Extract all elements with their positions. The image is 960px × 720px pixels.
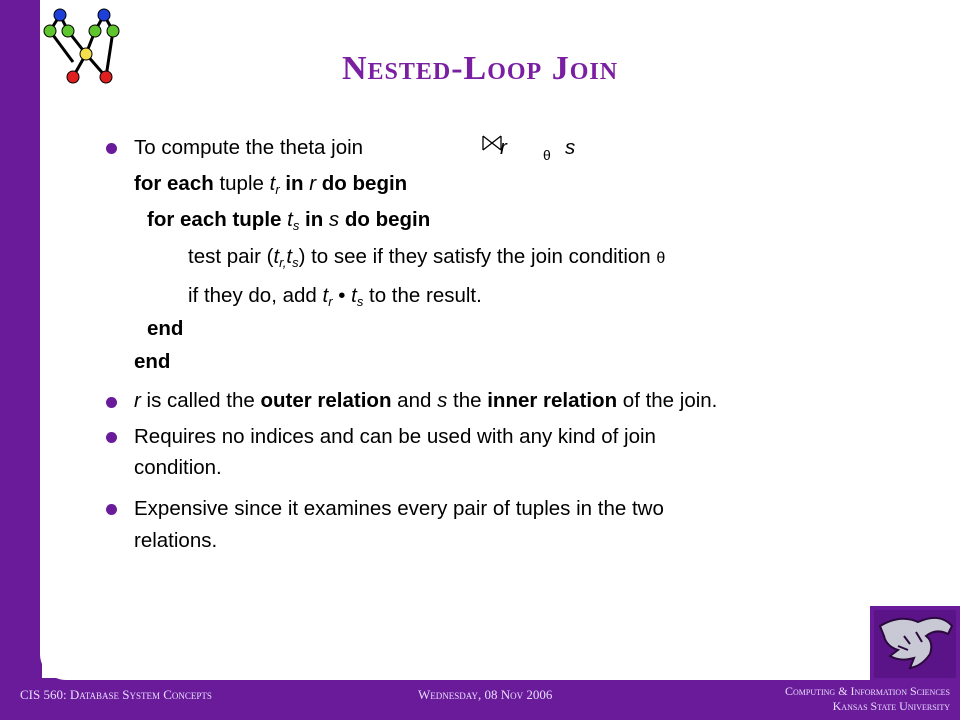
bullet-text: of the join.	[617, 389, 718, 412]
bullet-text: is called the	[140, 389, 261, 412]
term: inner relation	[487, 389, 618, 412]
footer-date: Wednesday, 08 Nov 2006	[418, 687, 553, 702]
bullet-no-indices-1: Requires no indices and can be used with any kind of join	[134, 425, 656, 448]
var: t	[351, 284, 357, 307]
powercat-icon	[870, 606, 960, 682]
keyword: in	[299, 208, 329, 231]
wildcat-logo	[870, 606, 960, 682]
algo-text: ) to see if they satisfy the join condition	[298, 245, 657, 268]
algo-end-inner: end	[147, 317, 184, 340]
relation-r: r	[500, 136, 507, 159]
bullet-expensive-1: Expensive since it examines every pair of tuples in the two	[134, 497, 664, 520]
bullet-marker	[106, 504, 117, 515]
var: r	[309, 172, 317, 195]
relation-s: s	[565, 136, 576, 159]
var: t	[322, 284, 329, 307]
algo-text: test pair (	[188, 245, 274, 268]
subscript: r	[328, 294, 333, 309]
theta-symbol: θ	[543, 147, 551, 163]
var: s	[437, 389, 448, 412]
footer-course: CIS 560: Database System Concepts	[20, 687, 212, 702]
bullet-theta-join	[134, 136, 363, 160]
footer-dept: Computing & Information Sciences	[784, 684, 950, 698]
algo-line-3	[188, 245, 665, 270]
bullet-expensive-2: relations.	[134, 529, 218, 552]
subscript: s	[356, 294, 364, 309]
algo-line-2	[147, 208, 430, 233]
keyword: in	[279, 172, 310, 195]
bullet-text: and	[391, 389, 438, 412]
var: r	[134, 389, 141, 412]
keyword: do begin	[316, 172, 408, 195]
algo-text: •	[332, 284, 352, 307]
keyword: for each tuple	[147, 208, 288, 231]
bullet-marker	[106, 397, 117, 408]
bullet-marker	[106, 143, 117, 154]
var: t	[286, 245, 293, 268]
subscript: s	[292, 218, 300, 233]
footer-institution	[785, 684, 950, 714]
bullet-no-indices-2: condition.	[134, 456, 222, 479]
join-symbol-icon	[482, 134, 502, 152]
algo-end-outer: end	[134, 350, 171, 373]
var: t	[269, 172, 276, 195]
keyword: for each	[134, 172, 214, 195]
footer-university: Kansas State University	[832, 699, 950, 713]
algo-line-4	[188, 284, 482, 309]
bullet-text: the	[447, 389, 488, 412]
var: t	[287, 208, 293, 231]
theta-symbol: θ	[656, 250, 666, 267]
var: s	[328, 208, 340, 231]
algo-text: tuple	[213, 172, 270, 195]
subscript: r	[275, 182, 280, 197]
algo-text: to the result.	[363, 284, 482, 307]
term: outer relation	[260, 389, 392, 412]
subscript: r,	[279, 255, 287, 270]
bullet-text: To compute the theta join	[134, 136, 364, 159]
subscript: s	[292, 255, 299, 270]
var: t	[273, 245, 280, 268]
algo-line-1	[134, 172, 407, 197]
bullet-marker	[106, 432, 117, 443]
bullet-outer-inner	[134, 389, 717, 413]
algo-text: if they do, add	[188, 284, 323, 307]
keyword: do begin	[339, 208, 431, 231]
slide-title: Nested-Loop Join	[341, 50, 619, 87]
